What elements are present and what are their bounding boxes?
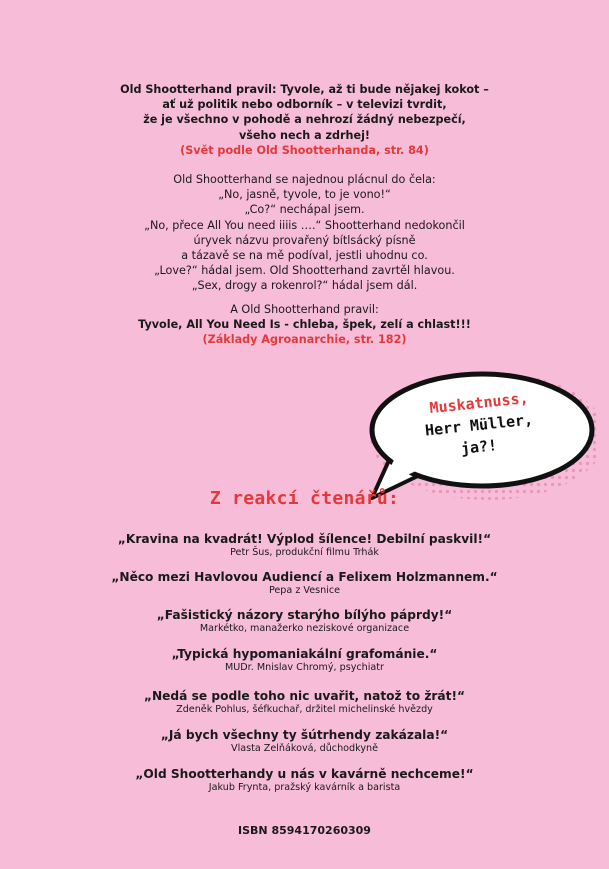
bubble-line: ja?!: [460, 436, 498, 458]
reaction-quote: „Kravina na kvadrát! Výplod šílence! Debilní paskvil!“: [117, 532, 492, 546]
reaction-quote: „Old Shootterhandy u nás v kavárně nechceme!“: [135, 767, 474, 781]
reader-reaction: [0, 647, 609, 674]
reactions-heading: Z reakcí čtenářů:: [209, 488, 400, 509]
reaction-author: Zdeněk Pohlus, šéfkuchař, držitel michelinské hvězdy: [176, 704, 433, 715]
reader-reaction: [0, 767, 609, 794]
reaction-quote: „Nedá se podle toho nic uvařit, natož to žrát!“: [143, 689, 466, 703]
reader-reaction: [0, 689, 609, 716]
bubble-line: Muskatnuss,: [428, 388, 530, 418]
reaction-author: Vlasta Zelňáková, důchodkyně: [231, 743, 378, 754]
reader-reaction: [0, 532, 609, 559]
reaction-quote: „Něco mezi Havlovou Audiencí a Felixem Holzmannem.“: [111, 570, 498, 584]
reaction-quote: „Já bych všechny ty šútrhendy zakázala!“: [160, 728, 449, 742]
quote-text: Tyvole, All You Need Is - chleba, špek, zelí a chlast!!!: [138, 318, 471, 332]
story-excerpt: [0, 172, 609, 294]
story-line: „Sex, drogy a rokenrol?“ hádal jsem dál.: [191, 279, 418, 293]
quote-intro: A Old Shootterhand pravil:: [230, 303, 379, 316]
quote-line: Old Shootterhand pravil: Tyvole, až ti bude nějakej kokot –: [120, 83, 489, 96]
reaction-author: Markétko, manažerko neziskové organizace: [199, 623, 410, 634]
reaction-author: Pepa z Vesnice: [268, 585, 341, 596]
closing-quote: [0, 302, 609, 348]
story-line: „Co?“ nechápal jsem.: [244, 203, 365, 217]
reader-reaction: [0, 570, 609, 597]
quote-line: všeho nech a zdrhej!: [238, 128, 371, 142]
story-line: „No, přece All You need iiiis ….“ Shootterhand nedokončil: [144, 218, 465, 232]
quote-source: (Svět podle Old Shootterhanda, str. 84): [180, 143, 429, 157]
quote-line: že je všechno v pohodě a nehrozí žádný nebezpečí,: [143, 113, 466, 127]
reaction-author: MUDr. Mnislav Chromý, psychiatr: [224, 662, 385, 673]
opening-quote: [0, 82, 609, 158]
isbn-code: ISBN 8594170260309: [238, 824, 371, 837]
reaction-author: Jakub Frynta, pražský kavárník a barista: [208, 782, 401, 793]
reaction-quote: „Fašistický názory starýho bílýho páprdy!“: [156, 608, 453, 622]
story-line: a tázavě se na mě podíval, jestli uhodnu co.: [181, 249, 428, 263]
story-line: úryvek názvu provařený bítlsácký písně: [193, 233, 416, 247]
reader-reaction: [0, 728, 609, 755]
story-line: „No, jasně, tyvole, to je vono!“: [218, 188, 391, 202]
story-line: „Love?“ hádal jsem. Old Shootterhand zavrtěl hlavou.: [154, 264, 455, 278]
reaction-quote: „Typická hypomaniakální grafománie.“: [171, 647, 438, 661]
quote-source: (Základy Agroanarchie, str. 182): [202, 333, 407, 347]
bubble-line: Herr Müller,: [424, 410, 534, 440]
story-line: Old Shootterhand se najednou plácnul do čela:: [173, 173, 436, 186]
reader-reaction: [0, 608, 609, 635]
quote-line: ať už politik nebo odborník – v televizi tvrdit,: [162, 98, 447, 112]
reaction-author: Petr Šus, produkční filmu Trhák: [230, 547, 379, 558]
